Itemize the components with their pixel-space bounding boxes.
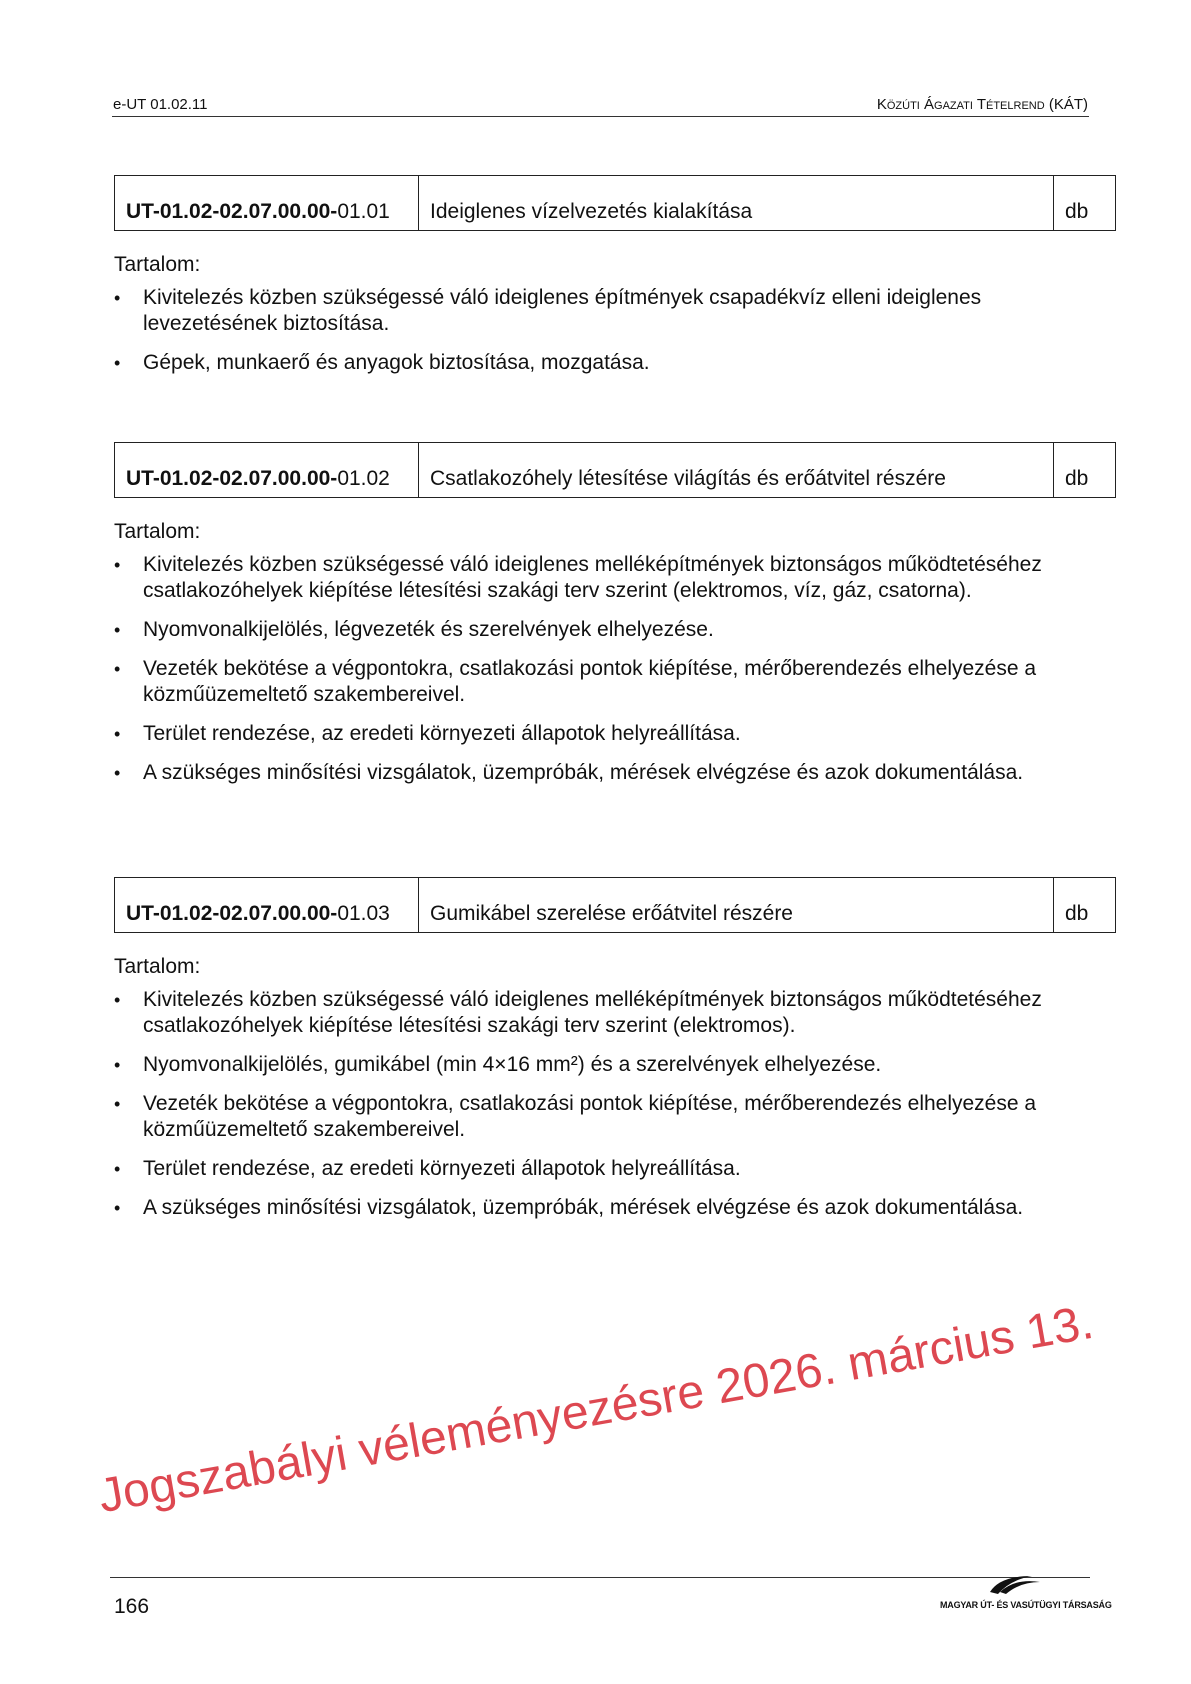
- content-bullet: • Vezeték bekötése a végpontokra, csatlakozási pontok kiépítése, mérőberendezés elhelyezése a közműüzemeltető szakembereivel.: [114, 1091, 1103, 1143]
- item-code-prefix: UT-01.02-02.07.00.00-: [126, 200, 338, 223]
- content-label: Tartalom:: [114, 520, 201, 543]
- content-bullet: • A szükséges minősítési vizsgálatok, üzempróbák, mérések elvégzése és azok dokumentálása.: [114, 760, 1103, 786]
- content-bullet: • A szükséges minősítési vizsgálatok, üzempróbák, mérések elvégzése és azok dokumentálása.: [114, 1195, 1103, 1221]
- item-code: [115, 176, 419, 230]
- logo-swoosh-icon: [940, 1572, 1090, 1598]
- item-code: [115, 878, 419, 932]
- item-code: [115, 443, 419, 497]
- logo-text: MAGYAR ÚT- ÉS VASÚTÜGYI TÁRSASÁG: [940, 1600, 1112, 1610]
- item-unit: db: [1065, 467, 1089, 490]
- item-unit: db: [1065, 200, 1089, 223]
- content-list: [114, 285, 1116, 376]
- item-title: Csatlakozóhely létesítése világítás és erőátvitel részére: [419, 443, 1054, 497]
- item-code-prefix: UT-01.02-02.07.00.00-: [126, 467, 338, 490]
- content-bullet: • Kivitelezés közben szükségessé váló ideiglenes melléképítmények biztonságos működtetéséhez csatlakozóhelyek kiépítése létesítési szakági terv szerint (elektromos).: [114, 987, 1103, 1039]
- document-code: e-UT 01.02.11: [113, 96, 208, 113]
- content-bullet: • Nyomvonalkijelölés, légvezeték és szerelvények elhelyezése.: [114, 617, 1103, 643]
- item-header-table: [114, 442, 1116, 498]
- content-bullet: • Nyomvonalkijelölés, gumikábel (min 4×16 mm²) és a szerelvények elhelyezése.: [114, 1052, 1103, 1078]
- society-logo: [940, 1572, 1112, 1612]
- item-header-table: [114, 175, 1116, 231]
- item-code-suffix: 01.02: [337, 467, 390, 490]
- item-section: [114, 175, 1116, 389]
- content-bullet: • Vezeték bekötése a végpontokra, csatlakozási pontok kiépítése, mérőberendezés elhelyezése a közműüzemeltető szakembereivel.: [114, 656, 1103, 708]
- watermark: Jogszabályi véleményezésre 2026. március 13.: [94, 1295, 1098, 1524]
- content-list: [114, 987, 1116, 1221]
- item-title: Gumikábel szerelése erőátvitel részére: [419, 878, 1054, 932]
- content-list: [114, 552, 1116, 786]
- content-bullet: • Kivitelezés közben szükségessé váló ideiglenes melléképítmények biztonságos működtetéséhez csatlakozóhelyek kiépítése létesítési szakági terv szerint (elektromos, víz, gáz, csatorna).: [114, 552, 1103, 604]
- item-section: [114, 877, 1116, 1234]
- item-section: [114, 442, 1116, 799]
- item-code-suffix: 01.01: [337, 200, 390, 223]
- header-divider: [112, 116, 1089, 117]
- item-unit: db: [1065, 902, 1089, 925]
- content-bullet: • Terület rendezése, az eredeti környezeti állapotok helyreállítása.: [114, 1156, 1103, 1182]
- content-bullet: • Kivitelezés közben szükségessé váló ideiglenes építmények csapadékvíz elleni ideiglenes levezetésének biztosítása.: [114, 285, 1103, 337]
- content-bullet: • Gépek, munkaerő és anyagok biztosítása, mozgatása.: [114, 350, 1103, 376]
- content-bullet: • Terület rendezése, az eredeti környezeti állapotok helyreállítása.: [114, 721, 1103, 747]
- item-code-suffix: 01.03: [337, 902, 390, 925]
- document-title: Közúti Ágazati Tételrend (KÁT): [876, 96, 1088, 113]
- item-title: Ideiglenes vízelvezetés kialakítása: [419, 176, 1054, 230]
- page-number: 166: [114, 1595, 150, 1618]
- content-label: Tartalom:: [114, 253, 201, 276]
- content-label: Tartalom:: [114, 955, 201, 978]
- item-header-table: [114, 877, 1116, 933]
- item-code-prefix: UT-01.02-02.07.00.00-: [126, 902, 338, 925]
